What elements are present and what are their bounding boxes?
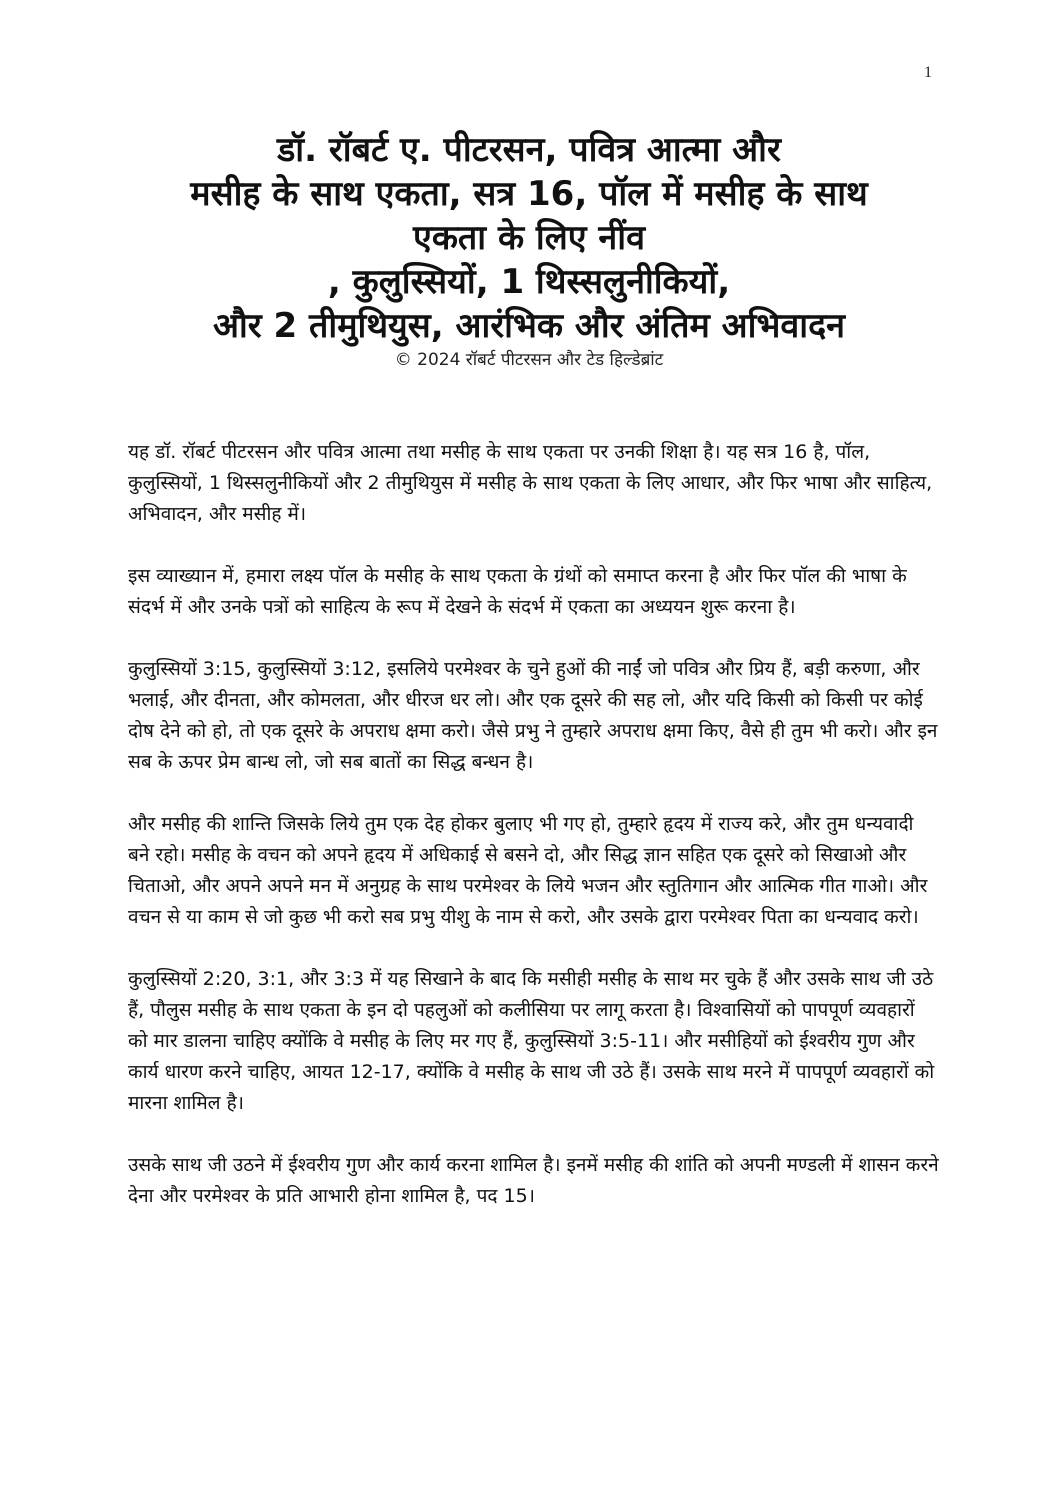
copyright-notice: © 2024 रॉबर्ट पीटरसन और टेड हिल्डेब्रांट [394, 350, 664, 370]
title-block [100, 128, 958, 372]
page-title-line-5: और 2 तीमुथियुस, आरंभिक और अंतिम अभिवादन [212, 306, 845, 346]
page-title-line-1: डॉ. रॉबर्ट ए. पीटरसन, पवित्र आत्मा और [277, 130, 781, 170]
page-title-line-4: , कुलुस्सियों, 1 थिस्सलुनीकियों, [327, 262, 731, 302]
paragraph-4: और मसीह की शान्ति जिसके लिये तुम एक देह होकर बुलाए भी गए हो, तुम्हारे हृदय में राज्य करे, और तुम धन्यवादी बने रहो। मसीह के वचन को अपने हृदय में अधिकाई से बसने दो, और सिद्ध ज्ञान सहित एक दूसरे को सिखाओ और चिताओ, और अपने अपने मन में अनुग्रह के साथ परमेश्वर के लिये भजन और स्तुतिगान और आत्मिक गीत गाओ। और वचन से या काम से जो कुछ भी करो सब प्रभु यीशु के नाम से करो, और उसके द्वारा परमेश्वर पिता का धन्यवाद करो। [128, 813, 928, 928]
paragraph-1: यह डॉ. रॉबर्ट पीटरसन और पवित्र आत्मा तथा मसीह के साथ एकता पर उनकी शिक्षा है। यह सत्र 16 है, पॉल, कुलुस्सियों, 1 थिस्सलुनीकियों और 2 तीमुथियुस में मसीह के साथ एकता के लिए आधार, और फिर भाषा और साहित्य, अभिवादन, और मसीह में। [128, 441, 933, 525]
page-title-line-3: एकता के लिए नींव [413, 218, 645, 258]
paragraph-6: उसके साथ जी उठने में ईश्वरीय गुण और कार्य करना शामिल है। इनमें मसीह की शांति को अपनी मण्डली में शासन करने देना और परमेश्वर के प्रति आभारी होना शामिल है, पद 15। [128, 1154, 939, 1207]
paragraph-5: कुलुस्सियों 2:20, 3:1, और 3:3 में यह सिखाने के बाद कि मसीही मसीह के साथ मर चुके हैं और उसके साथ जी उठे हैं, पौलुस मसीह के साथ एकता के इन दो पहलुओं को कलीसिया पर लागू करता है। विश्वासियों को पापपूर्ण व्यवहारों को मार डालना चाहिए क्योंकि वे मसीह के लिए मर गए हैं, कुलुस्सियों 3:5-11। और मसीहियों को ईश्वरीय गुण और कार्य धारण करने चाहिए, आयत 12-17, क्योंकि वे मसीह के साथ जी उठे हैं। उसके साथ मरने में पापपूर्ण व्यवहारों को मारना शामिल है। [128, 968, 935, 1114]
paragraph-2: इस व्याख्यान में, हमारा लक्ष्य पॉल के मसीह के साथ एकता के ग्रंथों को समाप्त करना है और फिर पॉल की भाषा के संदर्भ में और उनके पत्रों को साहित्य के रूप में देखने के संदर्भ में एकता का अध्ययन शुरू करना है। [128, 565, 907, 618]
document-body [128, 437, 940, 1243]
page-number: 1 [924, 64, 932, 81]
paragraph-3: कुलुस्सियों 3:15, कुलुस्सियों 3:12, इसलिये परमेश्वर के चुने हुओं की नाईं जो पवित्र और प्रिय हैं, बड़ी करुणा, और भलाई, और दीनता, और कोमलता, और धीरज धर लो। और एक दूसरे की सह लो, और यदि किसी को किसी पर कोई दोष देने को हो, तो एक दूसरे के अपराध क्षमा करो। जैसे प्रभु ने तुम्हारे अपराध क्षमा किए, वैसे ही तुम भी करो। और इन सब के ऊपर प्रेम बान्ध लो, जो सब बातों का सिद्ध बन्धन है। [128, 658, 938, 773]
page-title-line-2: मसीह के साथ एकता, सत्र 16, पॉल में मसीह के साथ [190, 174, 868, 214]
